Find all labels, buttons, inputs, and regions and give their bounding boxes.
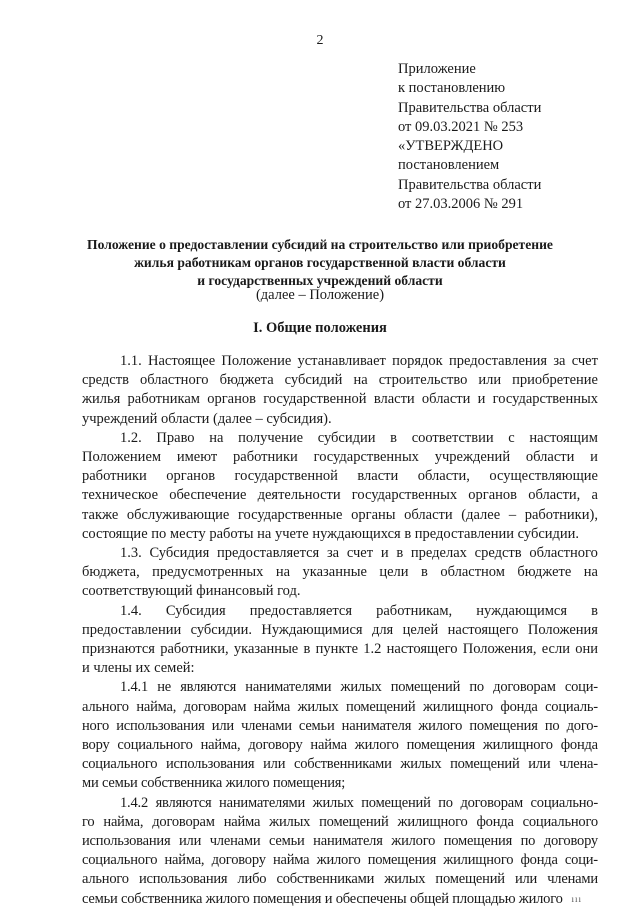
paragraph-line: го найма, договорам найма жилых помещений жилищного фонда социального [82,813,598,830]
appendix-line: Правительства области [398,99,542,116]
paragraph-line: также обслуживающие государственные органы области (далее – работники), [82,506,598,523]
paragraph-line: средств областного бюджета субсидий на строительство или приобретение [82,372,598,389]
appendix-line: Приложение [398,61,476,77]
title-line: жилья работникам органов государственной власти области [134,254,506,270]
paragraph-line: ного использования или членами семьи нанимателя жилого помещения по дого- [82,717,598,734]
paragraph-line: социального использования или собственниками жилых помещений или члена- [82,756,598,773]
paragraph-line: 1.2. Право на получение субсидии в соответствии с настоящим [120,429,598,446]
paragraph-line: 1.4. Субсидия предоставляется работникам, нуждающимся в [120,602,598,619]
paragraph-line: семьи собственника жилого помещения и обеспечены общей площадью жилого [82,890,563,907]
paragraph-line: и члены их семей: [82,660,195,677]
paragraph-line: ального использования либо собственниками жилых помещений или членами [82,871,598,888]
paragraph-line: жилья работникам органов государственной власти области и государственных [82,391,598,408]
paragraph-line: ального найма, договорам найма жилых помещений жилищного фонда социаль- [82,698,598,715]
paragraph-line: техническое обеспечение деятельности государственных органов области, а [82,487,598,504]
document-title [60,236,580,289]
paragraph-line: бюджета, предусмотренных на указанные цели в областном бюджете на [82,564,598,581]
appendix-block [398,60,541,214]
footer-mark: ııı [571,894,582,904]
appendix-line: «УТВЕРЖДЕНО [398,138,504,155]
paragraph-line: учреждений области (далее – субсидия). [82,410,332,427]
appendix-line: к постановлению [398,80,506,97]
paragraph-line: работники органов государственной власти области, осуществляющие [82,468,598,485]
title-line: Положение о предоставлении субсидий на строительство или приобретение [87,237,553,252]
section-heading: I. Общие положения [253,320,387,336]
paragraph-line: ми семьи собственника жилого помещения; [82,775,346,792]
paragraph-line: состоящие по месту работы на учете нуждающихся в предоставлении субсидии. [82,525,580,542]
paragraph-line: вору социального найма, договору найма жилого помещения жилищного фонда [82,737,598,754]
appendix-line: Правительства области [398,176,542,193]
paragraph-line: 1.4.1 не являются нанимателями жилых помещений по договорам соци- [120,679,598,696]
paragraph-line: использования или членами семьи нанимателя жилого помещения по договору [82,833,598,850]
paragraph-line: соответствующий финансовый год. [82,583,301,600]
appendix-line: постановлением [398,157,500,174]
paragraph-line: 1.3. Субсидия предоставляется за счет и в пределах средств областного [120,545,598,562]
document-subtitle: (далее – Положение) [255,287,385,303]
paragraph-line: 1.1. Настоящее Положение устанавливает порядок предоставления за счет [120,353,598,369]
appendix-line: от 27.03.2006 № 291 [398,196,524,213]
appendix-line: от 09.03.2021 № 253 [398,118,524,135]
paragraph-line: предоставлении субсидии. Нуждающимися для целей настоящего Положения [82,621,598,638]
title-line: и государственных учреждений области [197,272,443,288]
paragraph-line: признаются работники, указанные в пункте 1.2 настоящего Положения, если они [82,641,598,658]
paragraph-line: Положением имеют работники государственных учреждений области и [82,449,598,466]
page-number: 2 [316,33,324,48]
paragraph-line: 1.4.2 являются нанимателями жилых помещений по договорам социально- [120,794,598,811]
paragraph-line: социального найма, договору найма жилого помещения жилищного фонда соци- [82,852,598,869]
body-text [82,352,598,909]
